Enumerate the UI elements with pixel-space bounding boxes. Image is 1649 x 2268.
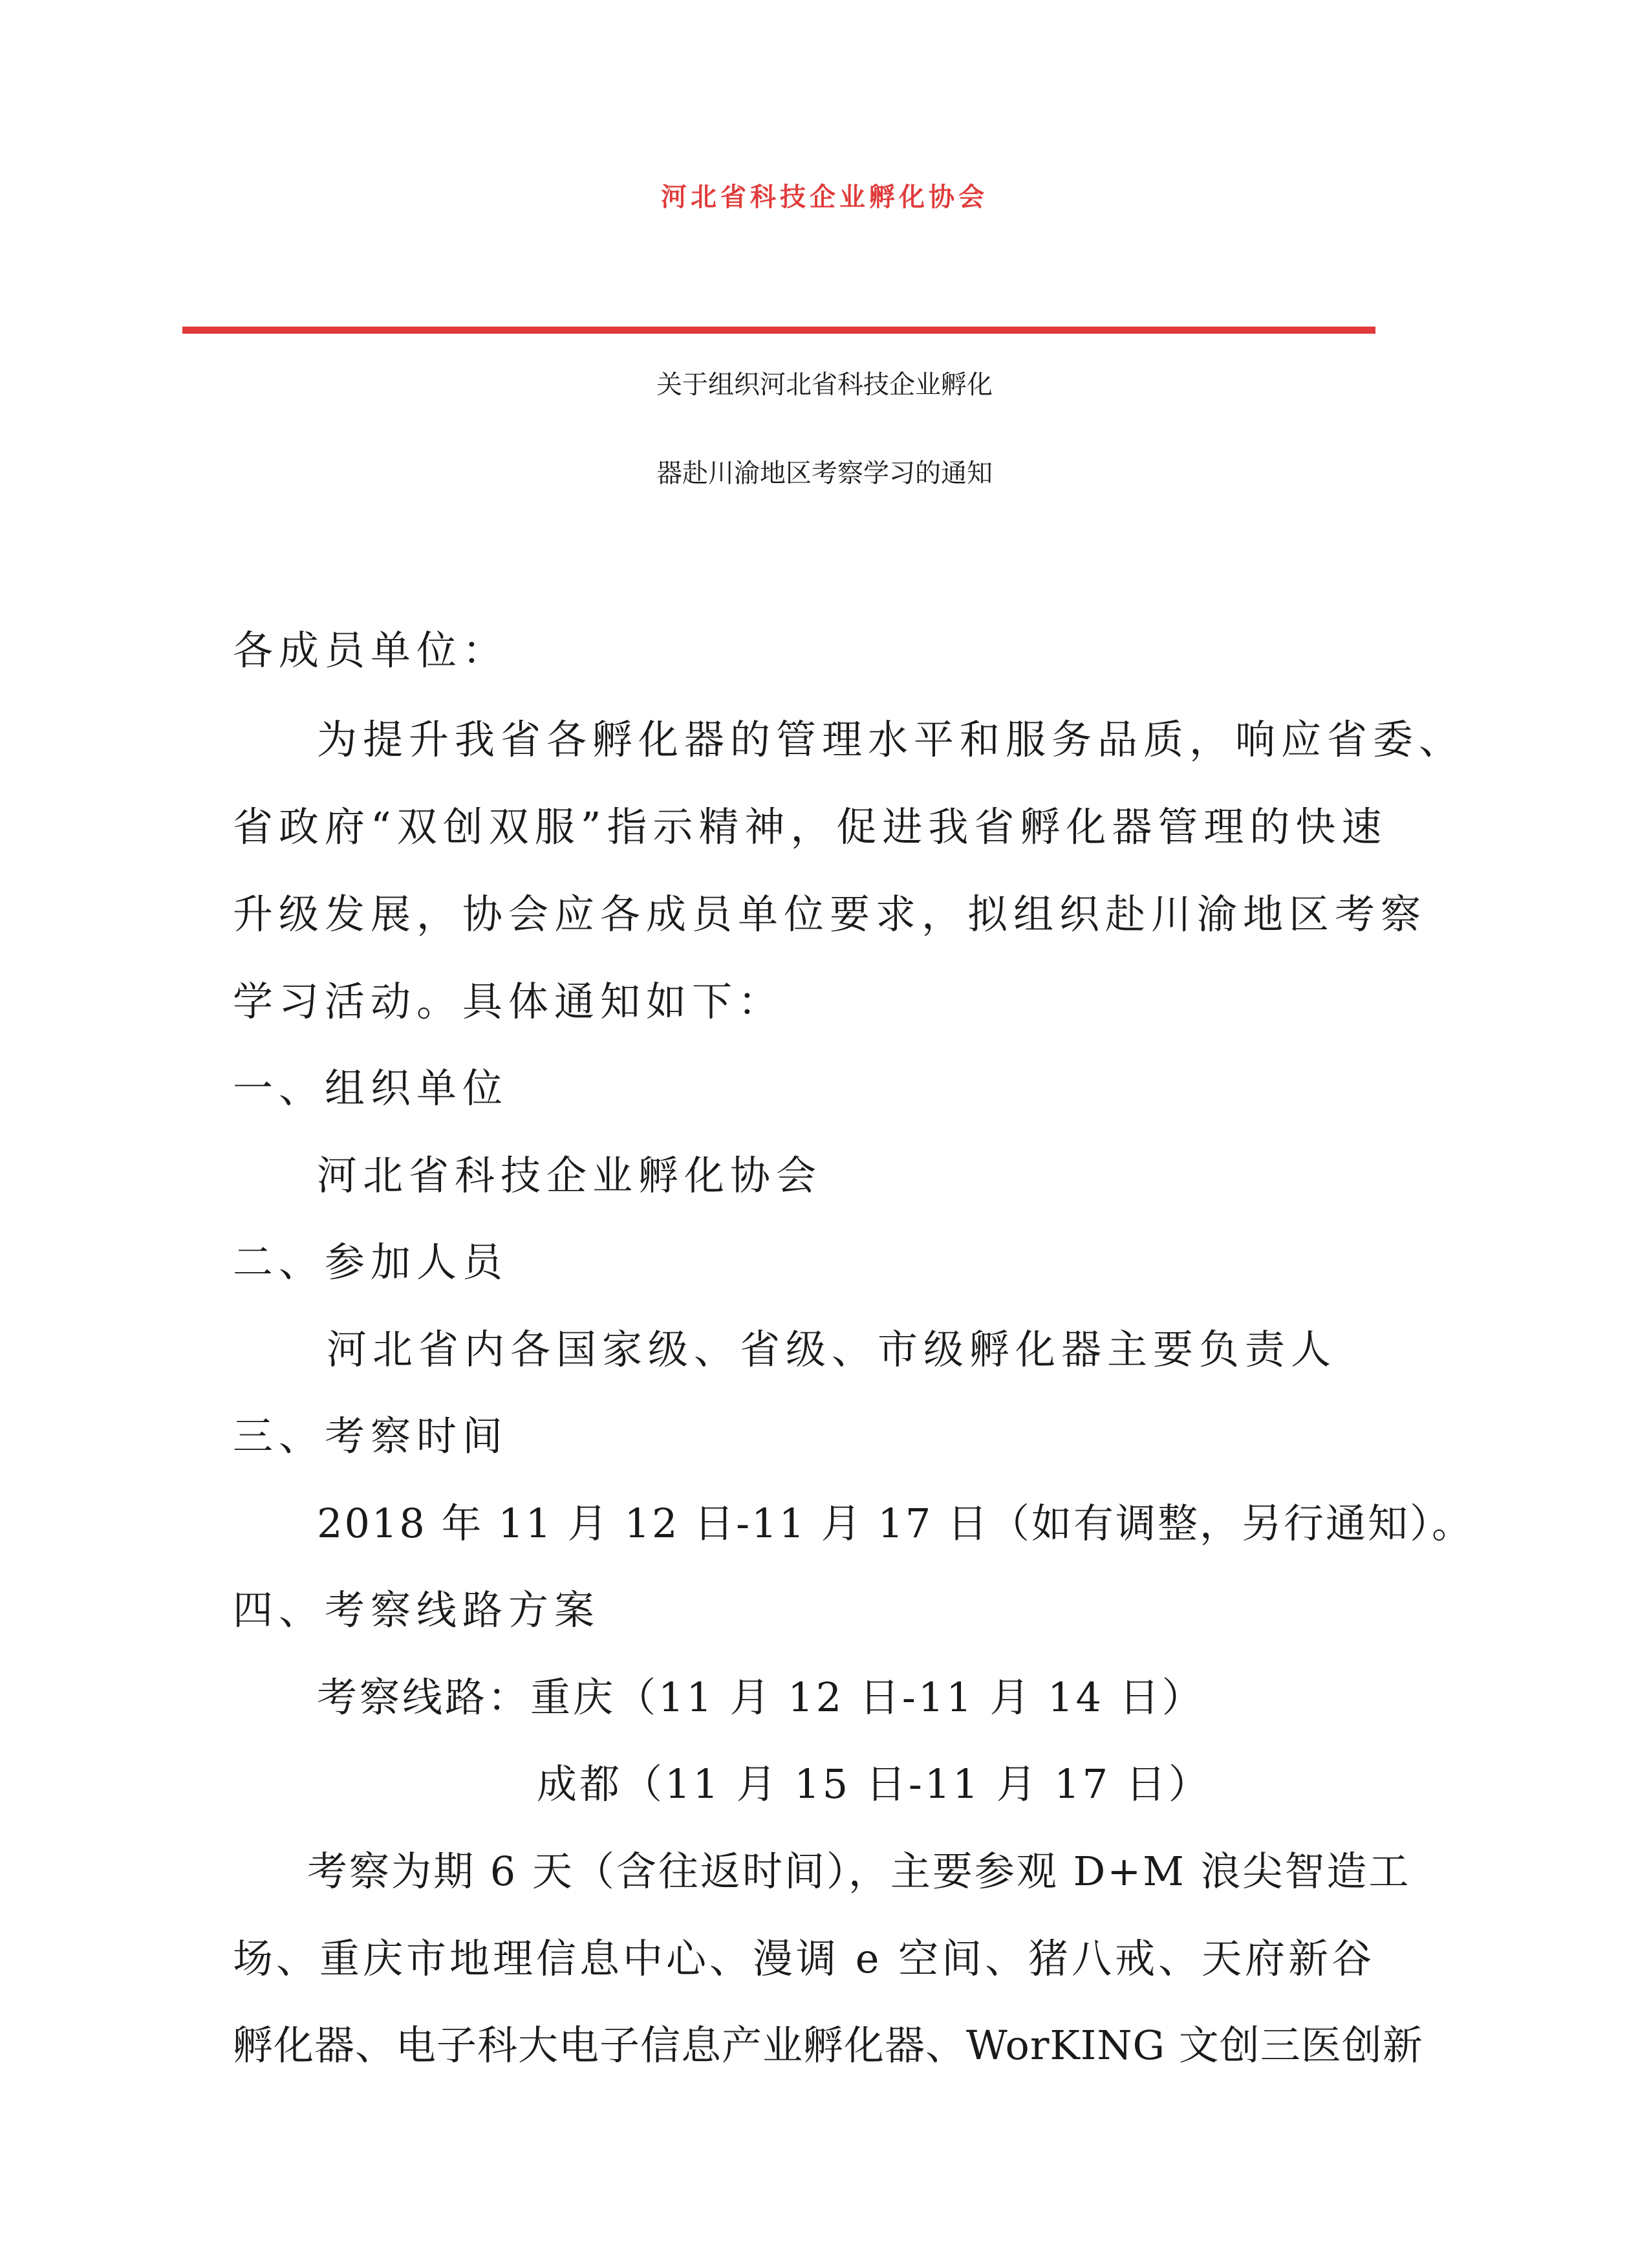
notice-title-line-1: 关于组织河北省科技企业孵化 [656, 370, 993, 400]
section-heading-route: 四、考察线路方案 [233, 1586, 601, 1634]
closing-line: 考察为期 6 天（含往返时间），主要参观 D+M 浪尖智造工 [307, 1848, 1411, 1895]
section-content-time: 2018 年 11 月 12 日-11 月 17 日（如有调整，另行通知）。 [317, 1500, 1474, 1547]
section-content-participants: 河北省内各国家级、省级、市级孵化器主要负责人 [327, 1326, 1337, 1373]
route-chengdu: 成都（11 月 15 日-11 月 17 日） [537, 1760, 1211, 1808]
section-heading-participants: 二、参加人员 [233, 1238, 509, 1286]
organization-letterhead: 河北省科技企业孵化协会 [661, 182, 988, 212]
section-heading-organizer: 一、组织单位 [233, 1064, 509, 1112]
section-heading-time: 三、考察时间 [233, 1412, 509, 1460]
salutation: 各成员单位： [233, 627, 509, 674]
letterhead-divider [182, 327, 1375, 334]
route-chongqing: 考察线路：重庆（11 月 12 日-11 月 14 日） [317, 1674, 1205, 1721]
notice-title-line-2: 器赴川渝地区考察学习的通知 [656, 459, 993, 488]
closing-line: 孵化器、电子科大电子信息产业孵化器、WorKING 文创三医创新 [233, 2022, 1423, 2069]
intro-line: 升级发展，协会应各成员单位要求，拟组织赴川渝地区考察 [233, 891, 1427, 938]
intro-line: 为提升我省各孵化器的管理水平和服务品质，响应省委、 [317, 716, 1465, 763]
intro-line: 省政府“双创双服”指示精神，促进我省孵化器管理的快速 [233, 803, 1388, 850]
section-content-organizer: 河北省科技企业孵化协会 [317, 1152, 823, 1199]
closing-line: 场、重庆市地理信息中心、漫调 e 空间、猪八戒、天府新谷 [233, 1935, 1375, 1982]
intro-line: 学习活动。具体通知如下： [233, 978, 784, 1025]
